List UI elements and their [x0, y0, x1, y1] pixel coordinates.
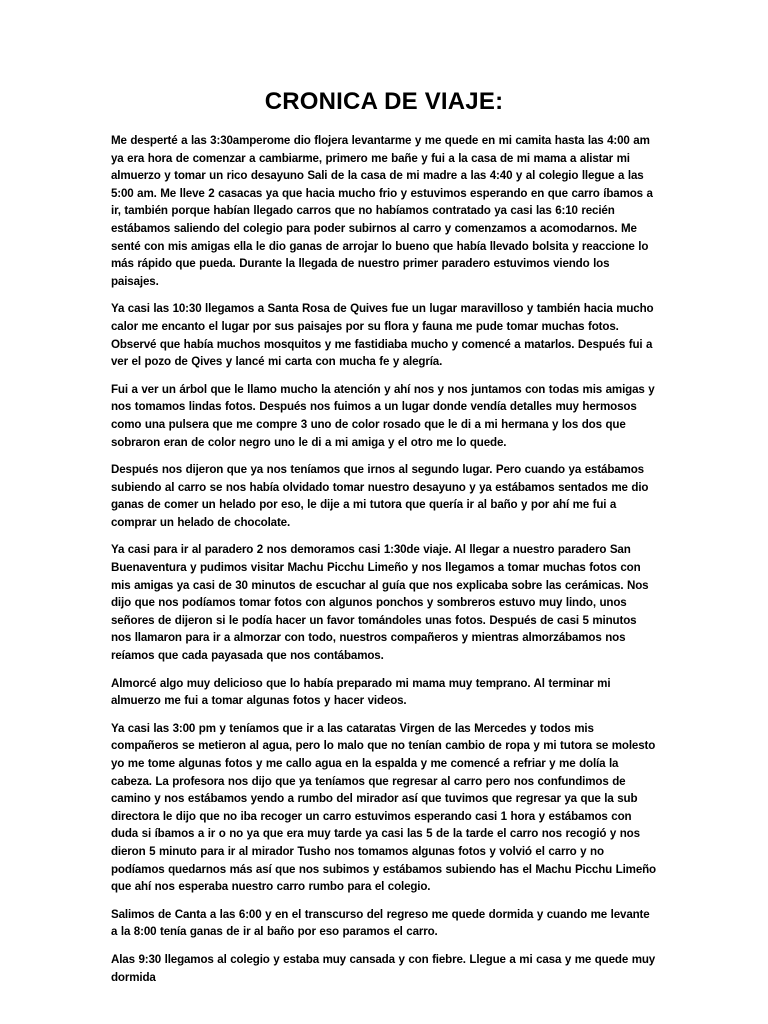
paragraph: Salimos de Canta a las 6:00 y en el transcurso del regreso me quede dormida y cuando me levante a la 8:00 tenía ganas de ir al baño por eso paramos el carro. — [111, 907, 650, 939]
paragraph: Almorcé algo muy delicioso que lo había preparado mi mama muy temprano. Al terminar mi almuerzo me fui a tomar algunas fotos y hacer videos. — [111, 676, 611, 708]
paragraph: Ya casi para ir al paradero 2 nos demoramos casi 1:30de viaje. Al llegar a nuestro paradero San Buenaventura y pudimos visitar Machu Picchu Limeño y nos llegamos a tomar muchas fotos con mis amigas ya casi de 30 minutos de escuchar al guía que nos explicaba sobre las cerámicas. Nos dijo que nos podíamos tomar fotos con algunos ponchos y sombreros estuvo muy lindo, unos señores de dijeron si le podía hacer un favor tomándoles unas fotos. Después de casi 5 minutos nos llamaron para ir a almorzar con todo, nuestros compañeros y mientras almorzábamos nos reíamos que cada payasada que nos contábamos. — [111, 543, 649, 663]
paragraph: Después nos dijeron que ya nos teníamos que irnos al segundo lugar. Pero cuando ya estábamos subiendo al carro se nos había olvidado tomar nuestro desayuno y ya estábamos sentados me dio ganas de comer un helado por eso, le dije a mi tutora que quería ir al baño y por ahí me fui a comprar un helado de chocolate. — [111, 463, 649, 529]
paragraph: Ya casi las 3:00 pm y teníamos que ir a las cataratas Virgen de las Mercedes y todos mis compañeros se metieron al agua, pero lo malo que no tenían cambio de ropa y mi tutora se molesto yo me tome algunas fotos y me callo agua en la espalda y me comencé a refriar y me dolía la cabeza. La profesora nos dijo que ya teníamos que regresar al carro pero nos confundimos de camino y nos estábamos yendo a rumbo del mirador así que tuvimos que regresar ya que la sub directora le dijo que no iba recoger un carro estuvimos esperando casi 1 hora y estábamos con duda si íbamos a ir o no ya que era muy tarde ya casi las 5 de la tarde el carro nos recogió y nos dieron 5 minuto para ir al mirador Tusho nos tomamos algunas fotos y volvió el carro y no podíamos quedarnos más así que nos subimos y estábamos subiendo has el Machu Picchu Limeño que ahí nos esperaba nuestro carro rumbo para el colegio. — [111, 721, 656, 894]
paragraph: Alas 9:30 llegamos al colegio y estaba muy cansada y con fiebre. Llegue a mi casa y me quede muy dormida — [111, 952, 656, 984]
document-title: CRONICA DE VIAJE: — [264, 88, 504, 115]
paragraph: Ya casi las 10:30 llegamos a Santa Rosa de Quives fue un lugar maravilloso y también hacia mucho calor me encanto el lugar por sus paisajes por su flora y fauna me pude tomar muchas fotos. Observé que había muchos mosquitos y me fastidiaba mucho y comencé a matarlos. Después fui a ver el pozo de Qives y lancé mi carta con mucha fe y alegría. — [111, 302, 654, 369]
document-body — [111, 132, 659, 996]
paragraph: Me desperté a las 3:30amperome dio flojera levantarme y me quede en mi camita hasta las 4:00 am ya era hora de comenzar a cambiarme, primero me bañe y fui a la casa de mi mama a alistar mi almuerzo y tomar un rico desayuno Sali de la casa de mi madre a las 4:40 y al colegio llegue a las 5:00 am. Me lleve 2 casacas ya que hacia mucho frio y estuvimos esperando en que carro íbamos a ir, también porque habían llegado carros que no habíamos contratado ya casi las 6:10 recién estábamos saliendo del colegio para poder subirnos al carro y comenzamos a acomodarnos. Me senté con mis amigas ella le dio ganas de arrojar lo bueno que había llevado bolsita y reaccione lo más rápido que pueda. Durante la llegada de nuestro primer paradero estuvimos viendo los paisajes. — [111, 134, 653, 288]
paragraph: Fui a ver un árbol que le llamo mucho la atención y ahí nos y nos juntamos con todas mis amigas y nos tomamos lindas fotos. Después nos fuimos a un lugar donde vendía detalles muy hermosos como una pulsera que me compre 3 uno de color rosado que le di a mi hermana y los dos que sobraron eran de color negro uno le di a mi amiga y el otro me lo quede. — [111, 382, 655, 449]
